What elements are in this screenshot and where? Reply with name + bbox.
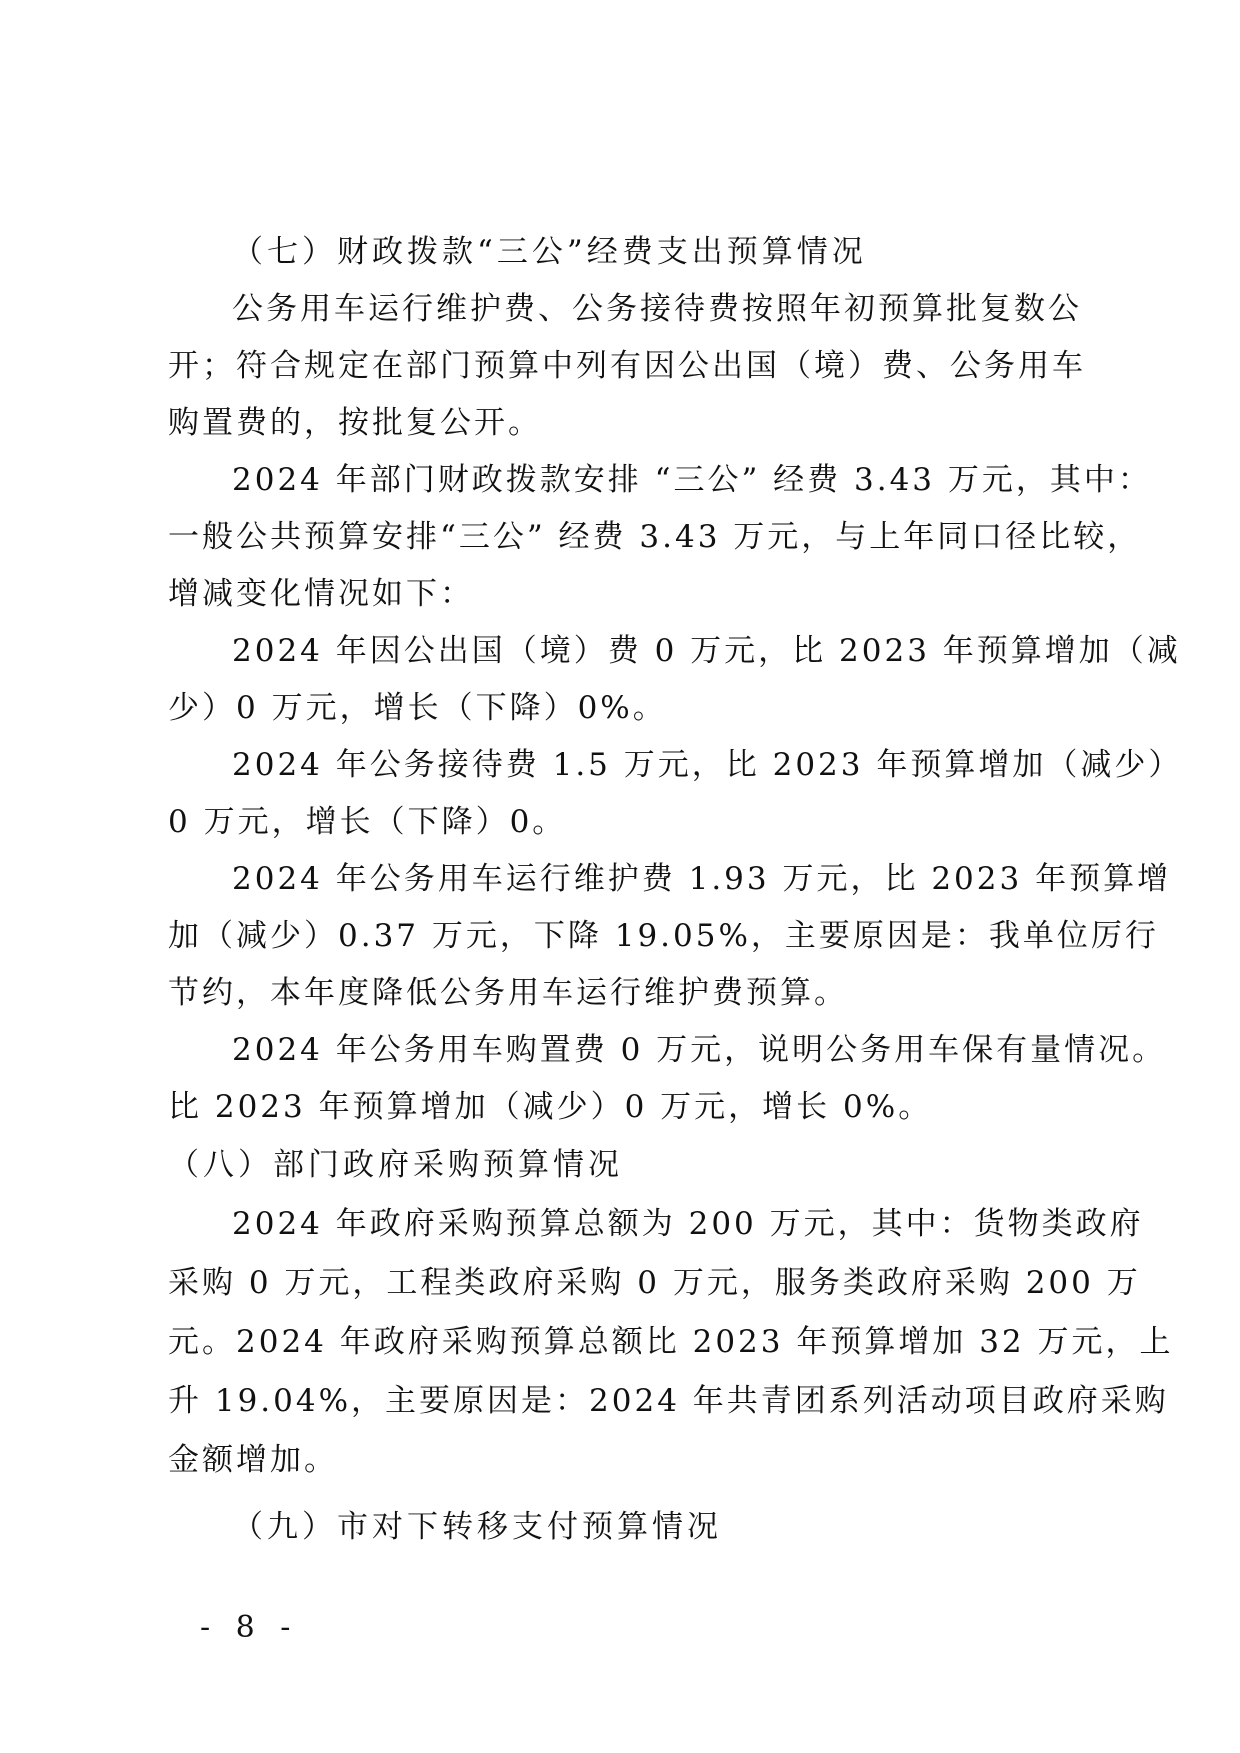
paragraph-line: 2024 年公务用车运行维护费 1.93 万元，比 2023 年预算增 [232,861,1172,897]
page-number: - 8 - [200,1610,299,1645]
paragraph-line: 元。2024 年政府采购预算总额比 2023 年预算增加 32 万元，上 [168,1324,1174,1360]
paragraph-line: 加（减少）0.37 万元，下降 19.05%，主要原因是：我单位厉行 [168,918,1159,954]
paragraph-line: 升 19.04%，主要原因是：2024 年共青团系列活动项目政府采购 [168,1383,1169,1419]
paragraph-line: 2024 年政府采购预算总额为 200 万元，其中：货物类政府 [232,1206,1144,1242]
paragraph-line: 比 2023 年预算增加（减少）0 万元，增长 0%。 [168,1089,933,1125]
paragraph-line: 金额增加。 [168,1442,338,1478]
section-9-heading: （九）市对下转移支付预算情况 [232,1509,722,1545]
paragraph-line: 采购 0 万元，工程类政府采购 0 万元，服务类政府采购 200 万 [168,1265,1141,1301]
paragraph-line: 少）0 万元，增长（下降）0%。 [168,690,667,726]
paragraph-line: 2024 年部门财政拨款安排 “三公” 经费 3.43 万元，其中： [232,462,1152,498]
paragraph-line: 2024 年公务接待费 1.5 万元，比 2023 年预算增加（减少） [232,747,1183,783]
paragraph-line: 公务用车运行维护费、公务接待费按照年初预算批复数公 [232,291,1082,327]
paragraph-line: 一般公共预算安排“三公” 经费 3.43 万元，与上年同口径比较， [168,519,1142,555]
section-7-heading: （七）财政拨款“三公”经费支出预算情况 [232,234,867,270]
paragraph-line: 2024 年公务用车购置费 0 万元，说明公务用车保有量情况。 [232,1032,1167,1068]
paragraph-line: 0 万元，增长（下降）0。 [168,804,567,840]
paragraph-line: 购置费的，按批复公开。 [168,405,542,441]
paragraph-line: 增减变化情况如下： [168,576,474,612]
section-8-heading: （八）部门政府采购预算情况 [168,1147,623,1183]
paragraph-line: 2024 年因公出国（境）费 0 万元，比 2023 年预算增加（减 [232,633,1181,669]
paragraph-line: 开；符合规定在部门预算中列有因公出国（境）费、公务用车 [168,348,1086,384]
paragraph-line: 节约，本年度降低公务用车运行维护费预算。 [168,975,848,1011]
